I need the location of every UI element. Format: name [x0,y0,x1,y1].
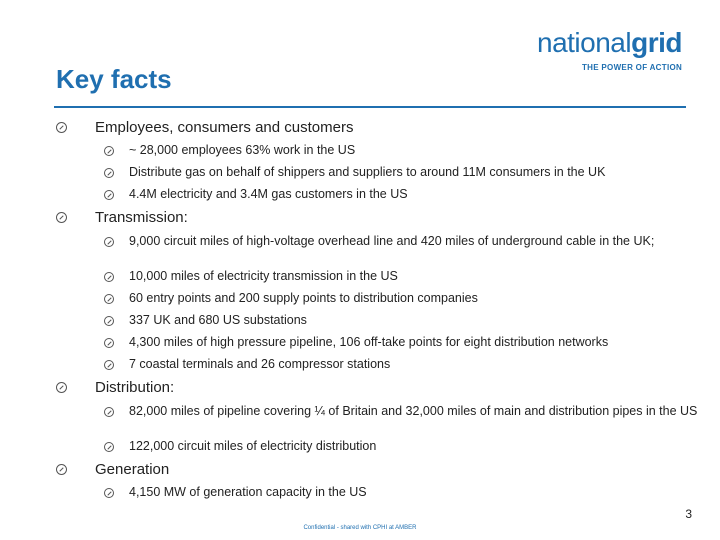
section-heading: Generation [56,461,169,478]
list-item: 7 coastal terminals and 26 compressor stations [104,358,699,371]
section-heading: Employees, consumers and customers [56,119,353,136]
list-item: 4,300 miles of high pressure pipeline, 106 off-take points for eight distribution networks [104,336,699,349]
bullet-icon [56,382,67,393]
list-item: 4.4M electricity and 3.4M gas customers in the US [104,188,699,201]
bullet-icon [104,442,114,452]
list-item: Distribute gas on behalf of shippers and suppliers to around 11M consumers in the UK [104,166,699,179]
logo-wordmark: nationalgrid [537,27,682,58]
bullet-icon [104,338,114,348]
bullet-icon [56,122,67,133]
bullet-icon [104,272,114,282]
title-divider [54,106,686,108]
section-heading: Distribution: [56,379,174,396]
section-heading: Transmission: [56,209,188,226]
list-item: 9,000 circuit miles of high-voltage overhead line and 420 miles of underground cable in the UK; [104,235,699,248]
list-item: 82,000 miles of pipeline covering ¼ of Britain and 32,000 miles of main and distribution pipes in the US [104,405,699,418]
bullet-icon [56,464,67,475]
bullet-icon [104,316,114,326]
logo [537,26,689,72]
bullet-icon [104,237,114,247]
list-item: 60 entry points and 200 supply points to distribution companies [104,292,699,305]
bullet-icon [104,294,114,304]
list-item: 4,150 MW of generation capacity in the US [104,486,699,499]
bullet-icon [104,146,114,156]
logo-tagline: THE POWER OF ACTION [582,63,683,72]
list-item: 10,000 miles of electricity transmission in the US [104,270,699,283]
bullet-icon [104,168,114,178]
bullet-icon [104,190,114,200]
page-number: 3 [685,507,692,521]
list-item: ~ 28,000 employees 63% work in the US [104,144,699,157]
bullet-icon [104,407,114,417]
bullet-icon [104,360,114,370]
bullet-icon [104,488,114,498]
bullet-icon [56,212,67,223]
list-item: 122,000 circuit miles of electricity distribution [104,440,699,453]
list-item: 337 UK and 680 US substations [104,314,699,327]
confidentiality-footer: Confidential - shared with CPHI at AMBER [303,525,417,531]
page-title: Key facts [56,64,172,94]
